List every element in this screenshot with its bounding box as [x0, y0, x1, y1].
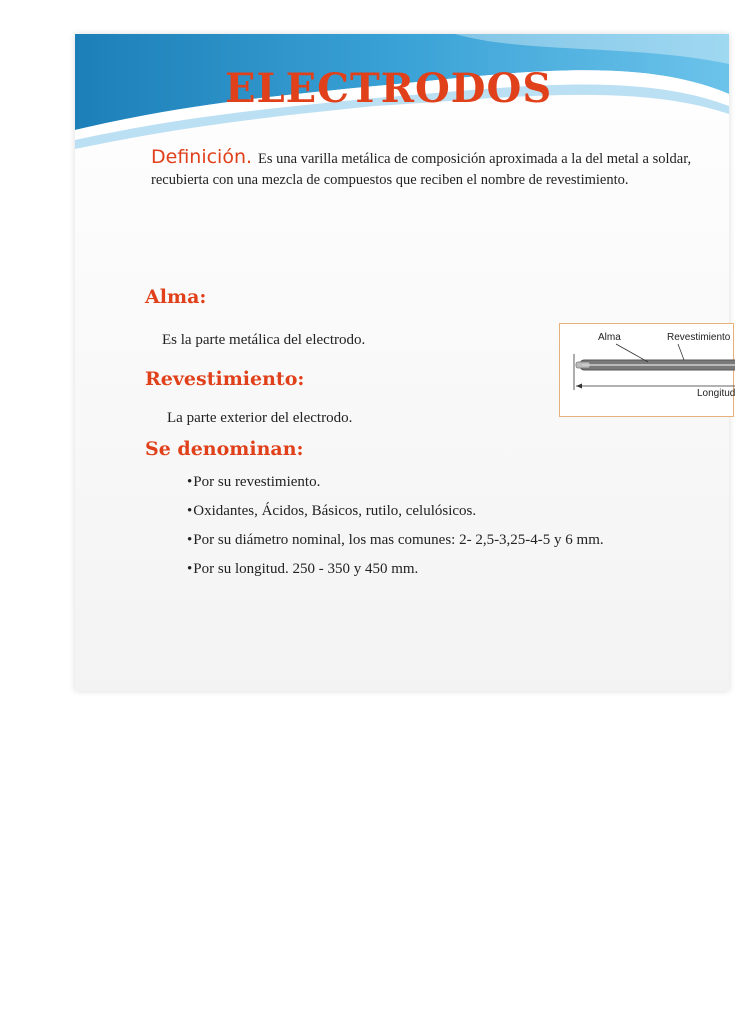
definition-text-2: recubierta con una mezcla de compuestos que reciben el nombre de revestimiento.	[151, 172, 629, 188]
list-item: •Por su longitud. 250 - 350 y 450 mm.	[187, 561, 419, 577]
definition-label: Definición.	[151, 146, 253, 168]
list-item: •Oxidantes, Ácidos, Básicos, rutilo, celulósicos.	[187, 503, 477, 519]
list-item: •Por su diámetro nominal, los mas comunes: 2- 2,5-3,25-4-5 y 6 mm.	[187, 532, 604, 548]
alma-text: Es la parte metálica del electrodo.	[162, 332, 366, 348]
electrode-diagram	[559, 323, 734, 417]
definition-line-1	[151, 146, 691, 168]
page-title: ELECTRODOS	[225, 65, 553, 112]
denominan-list	[187, 474, 604, 590]
slide	[75, 34, 735, 691]
figure-label-longitud: Longitud	[697, 388, 735, 399]
list-item: •Por su revestimiento.	[187, 474, 321, 490]
revestimiento-heading: Revestimiento:	[145, 368, 305, 390]
revestimiento-text: La parte exterior del electrodo.	[167, 410, 353, 426]
figure-label-alma: Alma	[598, 332, 621, 343]
definition-text-1: Es una varilla metálica de composición aproximada a la del metal a soldar,	[258, 151, 692, 167]
denominan-heading: Se denominan:	[145, 438, 304, 460]
alma-heading: Alma:	[145, 286, 207, 308]
figure-label-revestimiento: Revestimiento	[667, 332, 731, 343]
